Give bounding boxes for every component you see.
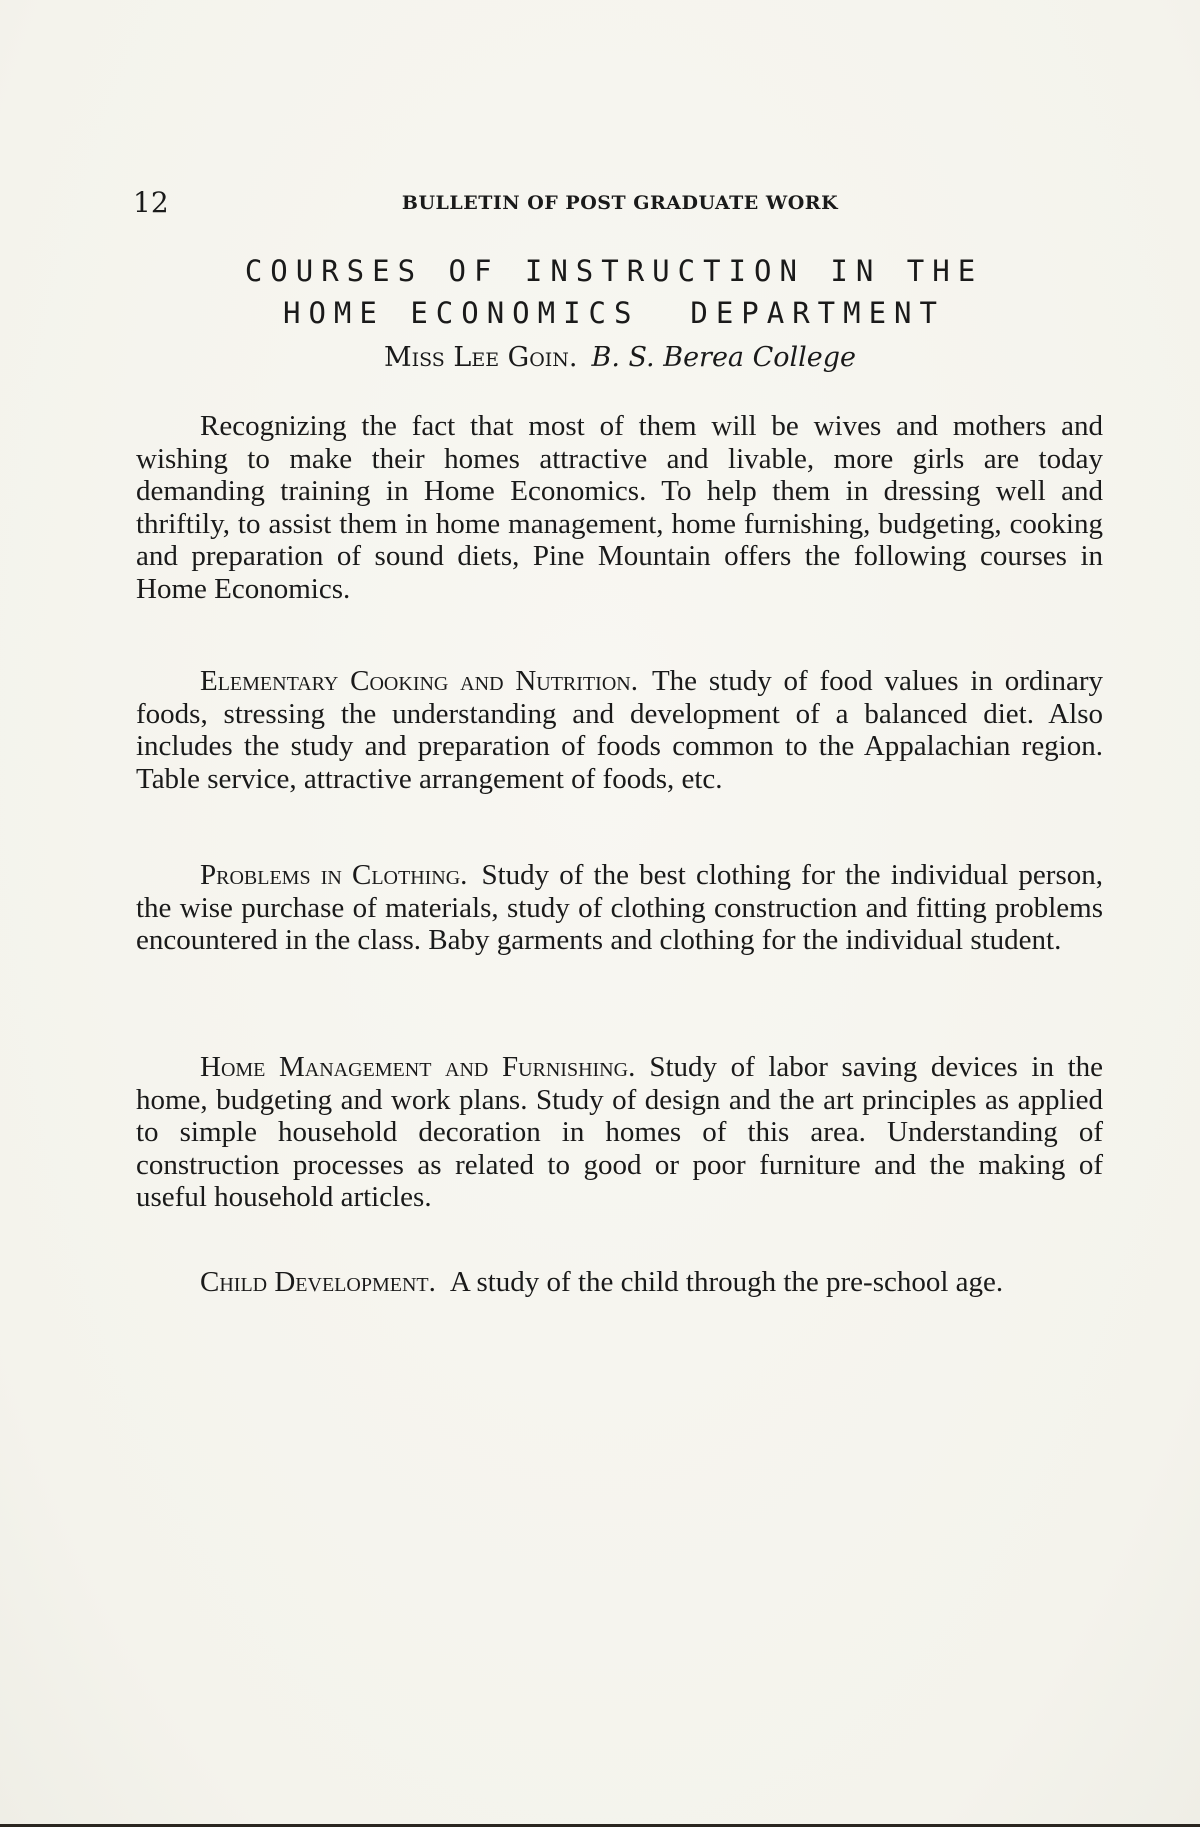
course-description: The study of food values in ordinary foods, stressing the understanding and development of a balanced diet. Also includes the study and preparation of foods common to the Appalachian region. Table service, attractive arrangement of foods, etc. [136,665,1103,795]
intro-paragraph [136,410,1103,605]
page-number: 12 [133,186,169,219]
intro-text: Recognizing the fact that most of them will be wives and mothers and wishing to make their homes attractive and livable, more girls are today demanding training in Home Economics. To help them in dressing well and thriftily, to assist them in home management, home furnishing, budgeting, cooking and preparation of sound diets, Pine Mountain offers the following courses in Home Economics. [136,410,1103,605]
course-description: A study of the child through the pre-school age. [449,1266,1004,1298]
course-description: Study of labor saving devices in the home, budgeting and work plans. Study of design and the art principles as applied to simple household decoration in homes of this area. Understanding of construction processes as related to good or poor furniture and the making of useful household articles. [136,1051,1103,1213]
course-heading: Home Management and Furnishing. [200,1051,636,1083]
running-head: BULLETIN OF POST GRADUATE WORK [401,192,839,214]
course-child-development [136,1266,1103,1299]
instructor-line [0,342,1200,373]
course-home-management [136,1051,1103,1214]
course-clothing [136,859,1103,957]
title-line-1: COURSES OF INSTRUCTION IN THE [244,254,984,288]
title-line-2: HOME ECONOMICS DEPARTMENT [283,296,945,330]
page-title [0,250,1200,334]
course-cooking [136,665,1103,795]
instructor-name: Miss Lee Goin. [383,342,578,373]
course-description: Study of the best clothing for the individual person, the wise purchase of materials, study of clothing construction and fitting problems encountered in the class. Baby garments and clothing for the individual student. [136,859,1103,956]
instructor-degree: B. S. Berea College [591,342,857,373]
course-heading: Child Development. [200,1266,436,1298]
course-heading: Problems in Clothing. [200,859,468,891]
course-heading: Elementary Cooking and Nutrition. [200,665,638,697]
